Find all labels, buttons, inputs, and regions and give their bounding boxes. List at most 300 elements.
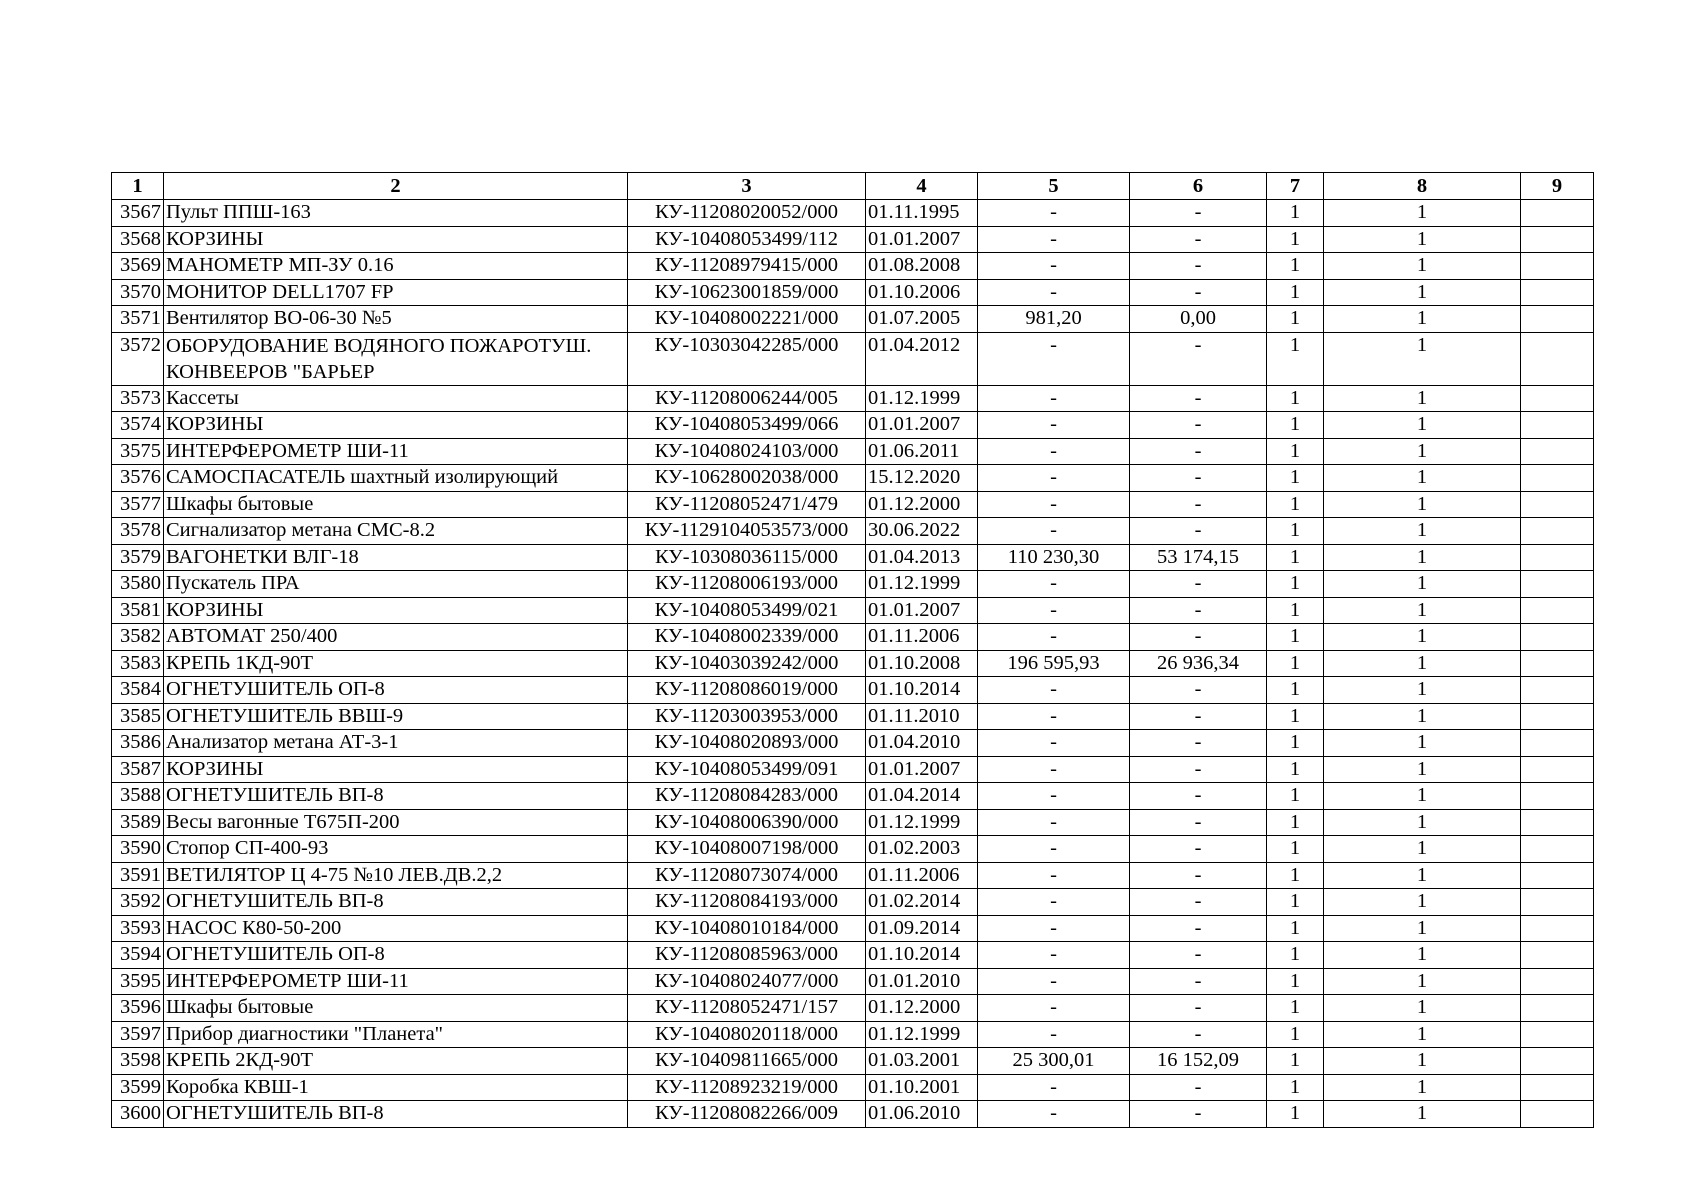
table-row <box>112 518 1594 545</box>
table-row <box>112 1101 1594 1128</box>
date-cell: 01.08.2008 <box>866 253 978 280</box>
quantity-cell: 1 <box>1267 862 1324 889</box>
quantity-cell: 1 <box>1267 1021 1324 1048</box>
inventory-code-cell: КУ-11208073074/000 <box>628 862 866 889</box>
row-number-cell: 3580 <box>112 571 164 598</box>
row-number-cell: 3596 <box>112 995 164 1022</box>
count-cell: 1 <box>1324 465 1521 492</box>
quantity-cell: 1 <box>1267 756 1324 783</box>
quantity-cell: 1 <box>1267 200 1324 227</box>
item-name-cell: ИНТЕРФЕРОМЕТР ШИ-11 <box>164 968 628 995</box>
item-name-cell: КРЕПЬ 2КД-90Т <box>164 1048 628 1075</box>
item-name-cell: МОНИТОР DELL1707 FP <box>164 279 628 306</box>
table-row <box>112 491 1594 518</box>
row-number-cell: 3579 <box>112 544 164 571</box>
table-body <box>112 200 1594 1128</box>
item-name-cell: ОГНЕТУШИТЕЛЬ ВВШ-9 <box>164 703 628 730</box>
row-number-cell: 3572 <box>112 332 164 385</box>
quantity-cell: 1 <box>1267 253 1324 280</box>
table-row <box>112 995 1594 1022</box>
note-cell <box>1521 677 1594 704</box>
value-cell: - <box>978 1021 1130 1048</box>
value-cell: 110 230,30 <box>978 544 1130 571</box>
quantity-cell: 1 <box>1267 438 1324 465</box>
inventory-code-cell: КУ-10408053499/112 <box>628 226 866 253</box>
inventory-code-cell: КУ-10408020118/000 <box>628 1021 866 1048</box>
value-cell: - <box>978 518 1130 545</box>
note-cell <box>1521 1021 1594 1048</box>
inventory-code-cell: КУ-11208052471/157 <box>628 995 866 1022</box>
count-cell: 1 <box>1324 677 1521 704</box>
note-cell <box>1521 518 1594 545</box>
item-name-cell: Шкафы бытовые <box>164 995 628 1022</box>
value-cell: - <box>978 995 1130 1022</box>
residual-value-cell: - <box>1130 1074 1267 1101</box>
value-cell: - <box>978 968 1130 995</box>
residual-value-cell: - <box>1130 226 1267 253</box>
item-name-cell: Пускатель ПРА <box>164 571 628 598</box>
count-cell: 1 <box>1324 1074 1521 1101</box>
date-cell: 01.01.2010 <box>866 968 978 995</box>
residual-value-cell: - <box>1130 862 1267 889</box>
item-name-cell: ОБОРУДОВАНИЕ ВОДЯНОГО ПОЖАРОТУШ. КОНВЕЕРОВ "БАРЬЕР <box>164 332 628 385</box>
inventory-code-cell: КУ-10408024103/000 <box>628 438 866 465</box>
inventory-code-cell: КУ-11208084193/000 <box>628 889 866 916</box>
residual-value-cell: - <box>1130 385 1267 412</box>
item-name-cell: КОРЗИНЫ <box>164 756 628 783</box>
count-cell: 1 <box>1324 624 1521 651</box>
row-number-cell: 3585 <box>112 703 164 730</box>
table-row <box>112 889 1594 916</box>
date-cell: 01.11.1995 <box>866 200 978 227</box>
date-cell: 01.10.2014 <box>866 942 978 969</box>
quantity-cell: 1 <box>1267 518 1324 545</box>
residual-value-cell: - <box>1130 889 1267 916</box>
row-number-cell: 3586 <box>112 730 164 757</box>
row-number-cell: 3595 <box>112 968 164 995</box>
note-cell <box>1521 1074 1594 1101</box>
item-name-cell: ВЕТИЛЯТОР Ц 4-75 №10 ЛЕВ.ДВ.2,2 <box>164 862 628 889</box>
row-number-cell: 3570 <box>112 279 164 306</box>
residual-value-cell: - <box>1130 783 1267 810</box>
date-cell: 01.10.2006 <box>866 279 978 306</box>
date-cell: 01.12.1999 <box>866 1021 978 1048</box>
note-cell <box>1521 889 1594 916</box>
value-cell: - <box>978 385 1130 412</box>
item-name-cell: ОГНЕТУШИТЕЛЬ ВП-8 <box>164 889 628 916</box>
residual-value-cell: - <box>1130 571 1267 598</box>
date-cell: 01.02.2014 <box>866 889 978 916</box>
column-header: 9 <box>1521 173 1594 200</box>
residual-value-cell: - <box>1130 809 1267 836</box>
table-row <box>112 624 1594 651</box>
quantity-cell: 1 <box>1267 571 1324 598</box>
value-cell: - <box>978 226 1130 253</box>
inventory-code-cell: КУ-10408007198/000 <box>628 836 866 863</box>
count-cell: 1 <box>1324 968 1521 995</box>
inventory-code-cell: КУ-10408053499/066 <box>628 412 866 439</box>
row-number-cell: 3589 <box>112 809 164 836</box>
inventory-code-cell: КУ-11208085963/000 <box>628 942 866 969</box>
item-name-cell: НАСОС К80-50-200 <box>164 915 628 942</box>
count-cell: 1 <box>1324 253 1521 280</box>
date-cell: 01.10.2001 <box>866 1074 978 1101</box>
note-cell <box>1521 995 1594 1022</box>
residual-value-cell: 53 174,15 <box>1130 544 1267 571</box>
count-cell: 1 <box>1324 597 1521 624</box>
note-cell <box>1521 571 1594 598</box>
table-row <box>112 597 1594 624</box>
residual-value-cell: - <box>1130 968 1267 995</box>
residual-value-cell: - <box>1130 253 1267 280</box>
row-number-cell: 3591 <box>112 862 164 889</box>
row-number-cell: 3588 <box>112 783 164 810</box>
residual-value-cell: - <box>1130 942 1267 969</box>
row-number-cell: 3583 <box>112 650 164 677</box>
quantity-cell: 1 <box>1267 1101 1324 1128</box>
column-header: 8 <box>1324 173 1521 200</box>
note-cell <box>1521 968 1594 995</box>
table-row <box>112 465 1594 492</box>
note-cell <box>1521 1048 1594 1075</box>
date-cell: 15.12.2020 <box>866 465 978 492</box>
note-cell <box>1521 412 1594 439</box>
date-cell: 30.06.2022 <box>866 518 978 545</box>
item-name-cell: Пульт ППШ-163 <box>164 200 628 227</box>
item-name-cell: АВТОМАТ 250/400 <box>164 624 628 651</box>
inventory-code-cell: КУ-10628002038/000 <box>628 465 866 492</box>
value-cell: - <box>978 624 1130 651</box>
inventory-code-cell: КУ-11208979415/000 <box>628 253 866 280</box>
column-header: 6 <box>1130 173 1267 200</box>
table-row <box>112 809 1594 836</box>
date-cell: 01.11.2006 <box>866 862 978 889</box>
inventory-code-cell: КУ-11208086019/000 <box>628 677 866 704</box>
item-name-cell: КОРЗИНЫ <box>164 226 628 253</box>
value-cell: - <box>978 677 1130 704</box>
note-cell <box>1521 597 1594 624</box>
count-cell: 1 <box>1324 1101 1521 1128</box>
row-number-cell: 3597 <box>112 1021 164 1048</box>
inventory-code-cell: КУ-10408053499/021 <box>628 597 866 624</box>
note-cell <box>1521 783 1594 810</box>
date-cell: 01.11.2006 <box>866 624 978 651</box>
table-row <box>112 385 1594 412</box>
residual-value-cell: 16 152,09 <box>1130 1048 1267 1075</box>
item-name-cell: Анализатор метана АТ-3-1 <box>164 730 628 757</box>
quantity-cell: 1 <box>1267 968 1324 995</box>
item-name-cell: ИНТЕРФЕРОМЕТР ШИ-11 <box>164 438 628 465</box>
item-name-cell: КРЕПЬ 1КД-90Т <box>164 650 628 677</box>
table-row <box>112 677 1594 704</box>
quantity-cell: 1 <box>1267 544 1324 571</box>
note-cell <box>1521 836 1594 863</box>
item-name-cell: Сигнализатор метана СМС-8.2 <box>164 518 628 545</box>
quantity-cell: 1 <box>1267 412 1324 439</box>
inventory-code-cell: КУ-10409811665/000 <box>628 1048 866 1075</box>
item-name-cell: Шкафы бытовые <box>164 491 628 518</box>
value-cell: - <box>978 1074 1130 1101</box>
item-name-cell: ОГНЕТУШИТЕЛЬ ОП-8 <box>164 942 628 969</box>
inventory-code-cell: КУ-10408006390/000 <box>628 809 866 836</box>
residual-value-cell: - <box>1130 200 1267 227</box>
date-cell: 01.10.2014 <box>866 677 978 704</box>
item-name-cell: ОГНЕТУШИТЕЛЬ ВП-8 <box>164 783 628 810</box>
value-cell: - <box>978 491 1130 518</box>
row-number-cell: 3590 <box>112 836 164 863</box>
inventory-code-cell: КУ-11203003953/000 <box>628 703 866 730</box>
residual-value-cell: - <box>1130 995 1267 1022</box>
count-cell: 1 <box>1324 1021 1521 1048</box>
asset-registry-table <box>111 172 1594 1128</box>
item-name-cell: Вентилятор ВО-06-30 №5 <box>164 306 628 333</box>
row-number-cell: 3567 <box>112 200 164 227</box>
item-name-cell: ВАГОНЕТКИ ВЛГ-18 <box>164 544 628 571</box>
table-row <box>112 1074 1594 1101</box>
inventory-code-cell: КУ-10403039242/000 <box>628 650 866 677</box>
value-cell: - <box>978 597 1130 624</box>
count-cell: 1 <box>1324 650 1521 677</box>
table-row <box>112 571 1594 598</box>
date-cell: 01.02.2003 <box>866 836 978 863</box>
count-cell: 1 <box>1324 1048 1521 1075</box>
inventory-code-cell: КУ-10408020893/000 <box>628 730 866 757</box>
header-row <box>112 173 1594 200</box>
date-cell: 01.04.2012 <box>866 332 978 385</box>
value-cell: - <box>978 809 1130 836</box>
item-name-cell: ОГНЕТУШИТЕЛЬ ОП-8 <box>164 677 628 704</box>
count-cell: 1 <box>1324 889 1521 916</box>
column-header: 1 <box>112 173 164 200</box>
residual-value-cell: - <box>1130 730 1267 757</box>
column-header: 7 <box>1267 173 1324 200</box>
row-number-cell: 3593 <box>112 915 164 942</box>
count-cell: 1 <box>1324 306 1521 333</box>
inventory-code-cell: КУ-1129104053573/000 <box>628 518 866 545</box>
count-cell: 1 <box>1324 809 1521 836</box>
inventory-code-cell: КУ-10408002339/000 <box>628 624 866 651</box>
note-cell <box>1521 465 1594 492</box>
quantity-cell: 1 <box>1267 1074 1324 1101</box>
table-row <box>112 1021 1594 1048</box>
row-number-cell: 3575 <box>112 438 164 465</box>
inventory-code-cell: КУ-11208923219/000 <box>628 1074 866 1101</box>
inventory-code-cell: КУ-11208052471/479 <box>628 491 866 518</box>
date-cell: 01.12.1999 <box>866 385 978 412</box>
note-cell <box>1521 703 1594 730</box>
column-header: 2 <box>164 173 628 200</box>
count-cell: 1 <box>1324 279 1521 306</box>
row-number-cell: 3569 <box>112 253 164 280</box>
row-number-cell: 3582 <box>112 624 164 651</box>
value-cell: - <box>978 412 1130 439</box>
item-name-cell: КОРЗИНЫ <box>164 597 628 624</box>
quantity-cell: 1 <box>1267 650 1324 677</box>
item-name-cell: САМОСПАСАТЕЛЬ шахтный изолирующий <box>164 465 628 492</box>
row-number-cell: 3594 <box>112 942 164 969</box>
row-number-cell: 3584 <box>112 677 164 704</box>
row-number-cell: 3592 <box>112 889 164 916</box>
date-cell: 01.11.2010 <box>866 703 978 730</box>
value-cell: 25 300,01 <box>978 1048 1130 1075</box>
note-cell <box>1521 756 1594 783</box>
date-cell: 01.12.1999 <box>866 809 978 836</box>
table-row <box>112 200 1594 227</box>
table-row <box>112 1048 1594 1075</box>
inventory-code-cell: КУ-10408010184/000 <box>628 915 866 942</box>
note-cell <box>1521 253 1594 280</box>
count-cell: 1 <box>1324 783 1521 810</box>
value-cell: 981,20 <box>978 306 1130 333</box>
count-cell: 1 <box>1324 385 1521 412</box>
count-cell: 1 <box>1324 200 1521 227</box>
count-cell: 1 <box>1324 836 1521 863</box>
quantity-cell: 1 <box>1267 889 1324 916</box>
count-cell: 1 <box>1324 491 1521 518</box>
quantity-cell: 1 <box>1267 836 1324 863</box>
value-cell: - <box>978 862 1130 889</box>
residual-value-cell: - <box>1130 412 1267 439</box>
quantity-cell: 1 <box>1267 226 1324 253</box>
note-cell <box>1521 942 1594 969</box>
quantity-cell: 1 <box>1267 306 1324 333</box>
row-number-cell: 3599 <box>112 1074 164 1101</box>
residual-value-cell: - <box>1130 597 1267 624</box>
count-cell: 1 <box>1324 518 1521 545</box>
quantity-cell: 1 <box>1267 1048 1324 1075</box>
table-row <box>112 836 1594 863</box>
note-cell <box>1521 491 1594 518</box>
table-row <box>112 942 1594 969</box>
table-row <box>112 703 1594 730</box>
inventory-code-cell: КУ-10303042285/000 <box>628 332 866 385</box>
residual-value-cell: - <box>1130 279 1267 306</box>
quantity-cell: 1 <box>1267 624 1324 651</box>
count-cell: 1 <box>1324 332 1521 385</box>
table-row <box>112 730 1594 757</box>
note-cell <box>1521 226 1594 253</box>
item-name-cell: Коробка КВШ-1 <box>164 1074 628 1101</box>
row-number-cell: 3568 <box>112 226 164 253</box>
inventory-code-cell: КУ-11208084283/000 <box>628 783 866 810</box>
value-cell: - <box>978 465 1130 492</box>
column-header: 5 <box>978 173 1130 200</box>
value-cell: - <box>978 571 1130 598</box>
quantity-cell: 1 <box>1267 465 1324 492</box>
table-row <box>112 253 1594 280</box>
note-cell <box>1521 544 1594 571</box>
residual-value-cell: - <box>1130 518 1267 545</box>
value-cell: - <box>978 836 1130 863</box>
table-row <box>112 862 1594 889</box>
row-number-cell: 3598 <box>112 1048 164 1075</box>
value-cell: - <box>978 332 1130 385</box>
note-cell <box>1521 624 1594 651</box>
value-cell: - <box>978 279 1130 306</box>
residual-value-cell: 26 936,34 <box>1130 650 1267 677</box>
quantity-cell: 1 <box>1267 677 1324 704</box>
count-cell: 1 <box>1324 544 1521 571</box>
count-cell: 1 <box>1324 730 1521 757</box>
residual-value-cell: 0,00 <box>1130 306 1267 333</box>
value-cell: - <box>978 253 1130 280</box>
date-cell: 01.04.2013 <box>866 544 978 571</box>
residual-value-cell: - <box>1130 915 1267 942</box>
date-cell: 01.07.2005 <box>866 306 978 333</box>
row-number-cell: 3576 <box>112 465 164 492</box>
inventory-code-cell: КУ-10408053499/091 <box>628 756 866 783</box>
note-cell <box>1521 332 1594 385</box>
quantity-cell: 1 <box>1267 915 1324 942</box>
quantity-cell: 1 <box>1267 491 1324 518</box>
count-cell: 1 <box>1324 438 1521 465</box>
value-cell: - <box>978 730 1130 757</box>
row-number-cell: 3578 <box>112 518 164 545</box>
count-cell: 1 <box>1324 915 1521 942</box>
table-row <box>112 783 1594 810</box>
date-cell: 01.04.2014 <box>866 783 978 810</box>
note-cell <box>1521 438 1594 465</box>
inventory-code-cell: КУ-10408024077/000 <box>628 968 866 995</box>
count-cell: 1 <box>1324 756 1521 783</box>
note-cell <box>1521 200 1594 227</box>
inventory-code-cell: КУ-10408002221/000 <box>628 306 866 333</box>
date-cell: 01.10.2008 <box>866 650 978 677</box>
date-cell: 01.01.2007 <box>866 226 978 253</box>
residual-value-cell: - <box>1130 624 1267 651</box>
note-cell <box>1521 279 1594 306</box>
date-cell: 01.04.2010 <box>866 730 978 757</box>
table-row <box>112 306 1594 333</box>
note-cell <box>1521 650 1594 677</box>
table-row <box>112 544 1594 571</box>
date-cell: 01.12.2000 <box>866 491 978 518</box>
row-number-cell: 3574 <box>112 412 164 439</box>
column-header: 3 <box>628 173 866 200</box>
residual-value-cell: - <box>1130 332 1267 385</box>
note-cell <box>1521 862 1594 889</box>
count-cell: 1 <box>1324 703 1521 730</box>
row-number-cell: 3577 <box>112 491 164 518</box>
count-cell: 1 <box>1324 226 1521 253</box>
note-cell <box>1521 1101 1594 1128</box>
inventory-code-cell: КУ-11208006193/000 <box>628 571 866 598</box>
value-cell: - <box>978 1101 1130 1128</box>
count-cell: 1 <box>1324 571 1521 598</box>
quantity-cell: 1 <box>1267 332 1324 385</box>
quantity-cell: 1 <box>1267 279 1324 306</box>
residual-value-cell: - <box>1130 1101 1267 1128</box>
date-cell: 01.01.2007 <box>866 597 978 624</box>
value-cell: - <box>978 915 1130 942</box>
table-row <box>112 968 1594 995</box>
quantity-cell: 1 <box>1267 942 1324 969</box>
value-cell: 196 595,93 <box>978 650 1130 677</box>
row-number-cell: 3600 <box>112 1101 164 1128</box>
value-cell: - <box>978 756 1130 783</box>
note-cell <box>1521 915 1594 942</box>
note-cell <box>1521 306 1594 333</box>
count-cell: 1 <box>1324 942 1521 969</box>
row-number-cell: 3573 <box>112 385 164 412</box>
date-cell: 01.03.2001 <box>866 1048 978 1075</box>
item-name-cell: Стопор СП-400-93 <box>164 836 628 863</box>
table-row <box>112 332 1594 385</box>
value-cell: - <box>978 200 1130 227</box>
table-row <box>112 650 1594 677</box>
quantity-cell: 1 <box>1267 730 1324 757</box>
residual-value-cell: - <box>1130 491 1267 518</box>
